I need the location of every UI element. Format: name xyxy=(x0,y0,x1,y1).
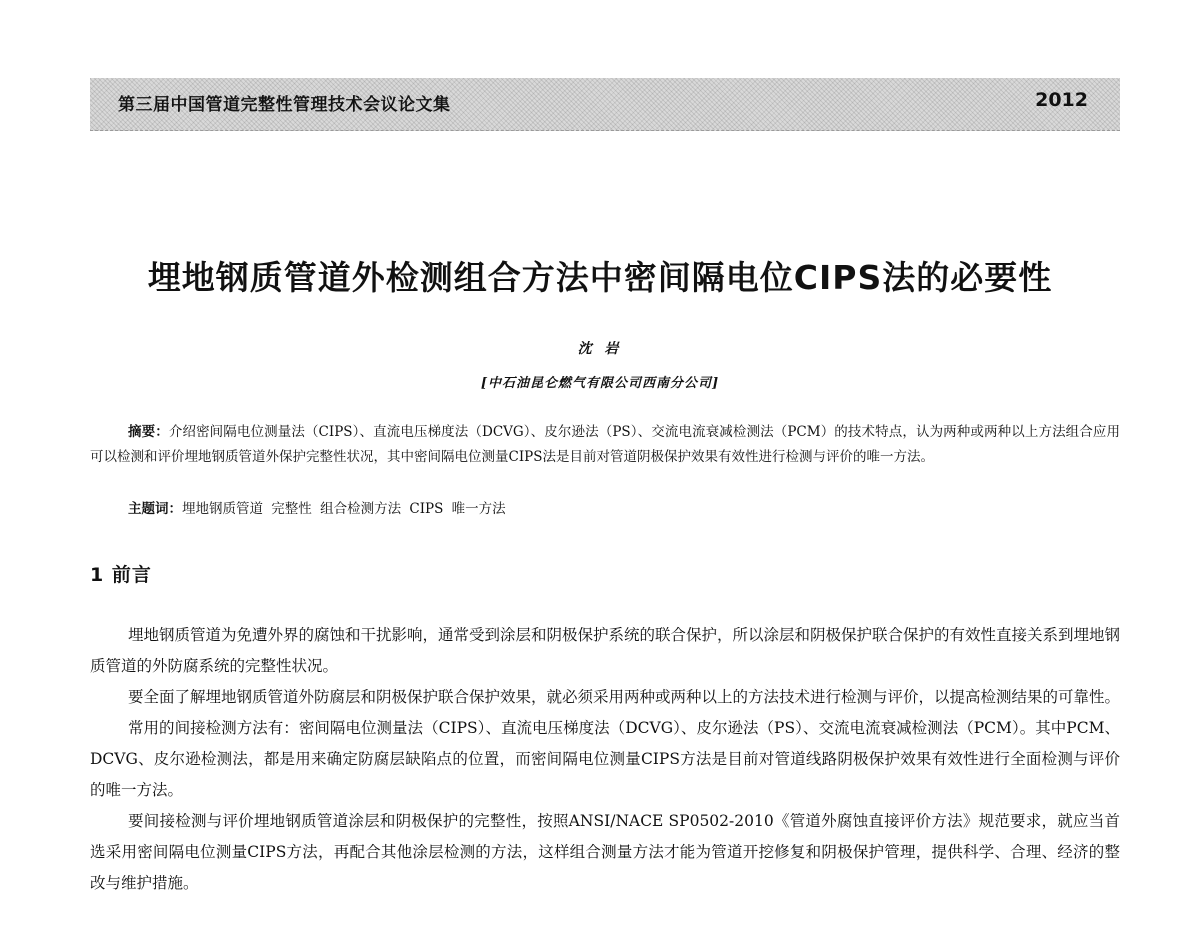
author-affiliation: [中石油昆仑燃气有限公司西南分公司] xyxy=(480,376,720,391)
section-heading: 1 前言 xyxy=(90,564,152,586)
paper-title: 埋地钢质管道外检测组合方法中密间隔电位CIPS法的必要性 xyxy=(147,258,1053,297)
keywords xyxy=(128,497,506,522)
keywords-label: 主题词： xyxy=(128,501,182,517)
paragraph: 要全面了解埋地钢质管道外防腐层和阴极保护联合保护效果，就必须采用两种或两种以上的方法技术进行检测与评价，以提高检测结果的可靠性。 xyxy=(128,688,1121,706)
journal-year: 2012 xyxy=(1035,89,1088,111)
abstract-label: 摘要： xyxy=(128,424,169,440)
journal-title: 第三届中国管道完整性管理技术会议论文集 xyxy=(118,95,451,115)
paragraph: 要间接检测与评价埋地钢质管道涂层和阴极保护的完整性，按照ANSI/NACE SP0502-2010《管道外腐蚀直接评价方法》规范要求，就应当首选采用密间隔电位测量CIPS方法，再配合其他涂层检测的方法，这样组合测量方法才能为管道开挖修复和阴极保护管理，提供科学、合理、经济的整改与维护措施。 xyxy=(90,812,1120,892)
running-header xyxy=(90,78,1120,131)
keywords-text: 埋地钢质管道 完整性 组合检测方法 CIPS 唯一方法 xyxy=(182,501,506,517)
abstract xyxy=(90,420,1120,470)
paragraph: 常用的间接检测方法有：密间隔电位测量法（CIPS）、直流电压梯度法（DCVG）、皮尔逊法（PS）、交流电流衰减检测法（PCM）。其中PCM、DCVG、皮尔逊检测法，都是用来确定防腐层缺陷点的位置，而密间隔电位测量CIPS方法是目前对管道线路阴极保护效果有效性进行全面检测与评价的唯一方法。 xyxy=(90,719,1120,799)
body-text xyxy=(90,620,1120,899)
author-name: 沈 岩 xyxy=(577,341,623,357)
paragraph: 埋地钢质管道为免遭外界的腐蚀和干扰影响，通常受到涂层和阴极保护系统的联合保护，所以涂层和阴极保护联合保护的有效性直接关系到埋地钢质管道的外防腐系统的完整性状况。 xyxy=(90,626,1121,675)
abstract-text: 介绍密间隔电位测量法（CIPS）、直流电压梯度法（DCVG）、皮尔逊法（PS）、交流电流衰减检测法（PCM）的技术特点，认为两种或两种以上方法组合应用可以检测和评价埋地钢质管道外保护完整性状况，其中密间隔电位测量CIPS法是目前对管道阴极保护效果有效性进行检测与评价的唯一方法。 xyxy=(90,424,1121,465)
